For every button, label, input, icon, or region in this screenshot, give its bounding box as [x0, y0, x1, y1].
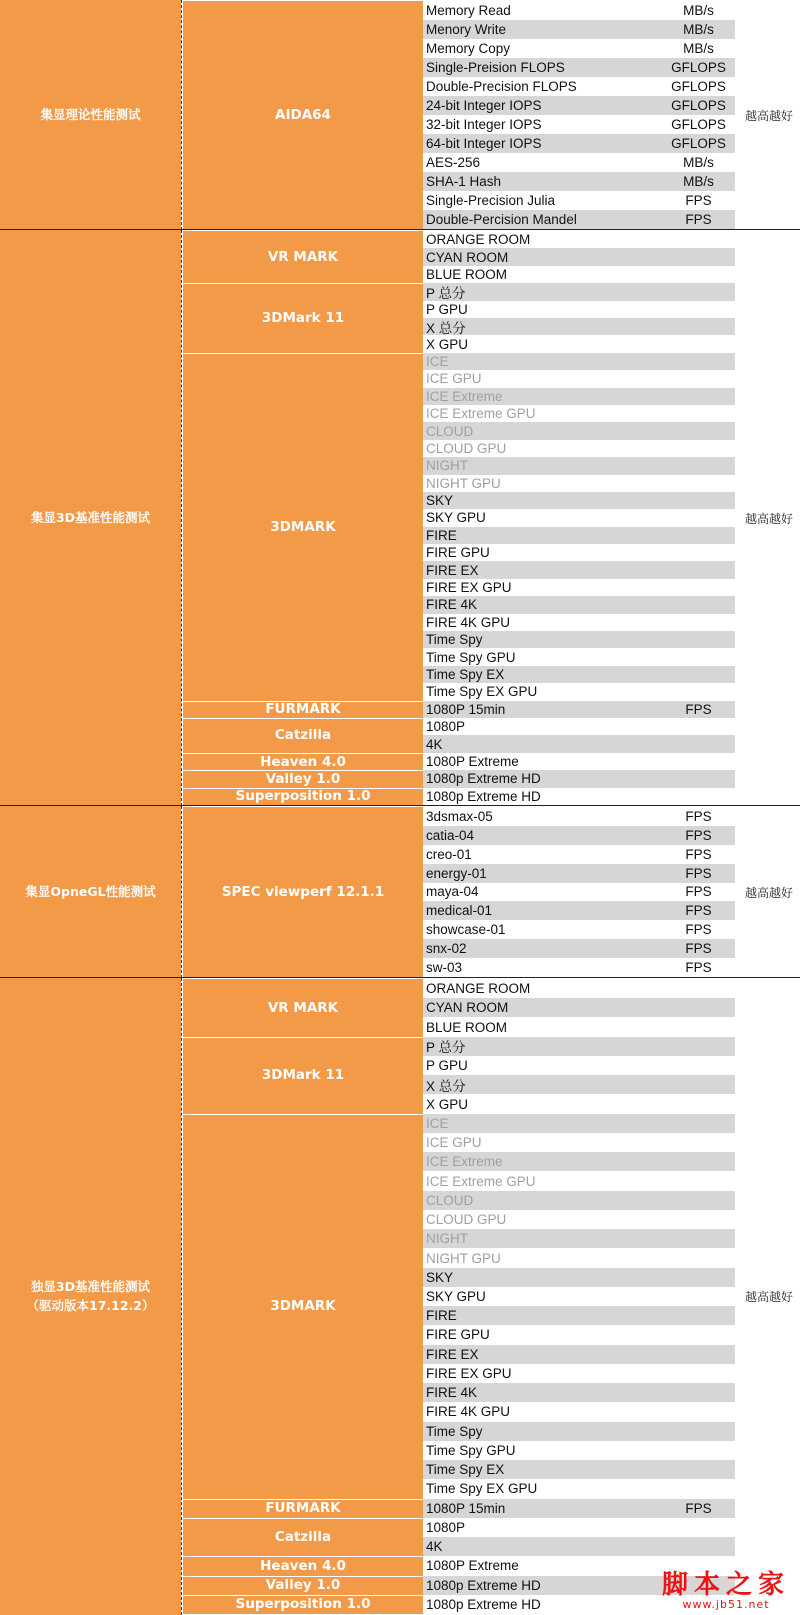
row-item-label: Time Spy EX	[426, 1462, 505, 1478]
tool-divider	[183, 1499, 423, 1500]
tool-divider	[183, 788, 423, 789]
row-unit: MB/s	[683, 22, 714, 37]
row-item-label: 1080p Extreme HD	[426, 788, 541, 804]
section-note: 越高越好	[744, 511, 793, 526]
row-item-label: 1080P 15min	[426, 701, 506, 717]
row-unit	[662, 1191, 735, 1210]
watermark-logo	[662, 1572, 790, 1611]
row-unit	[662, 283, 735, 300]
row-unit: FPS	[685, 884, 712, 900]
row-unit	[662, 1229, 735, 1248]
row-unit	[662, 353, 735, 370]
row-unit	[662, 544, 735, 561]
tool-divider	[183, 1556, 423, 1557]
row-item-label: FIRE EX	[426, 1346, 479, 1362]
row-item-label: FIRE 4K GPU	[426, 1404, 511, 1420]
row-item-label: FIRE EX GPU	[426, 1365, 512, 1381]
row-item-label: Time Spy	[426, 632, 483, 648]
row-item-label: NIGHT	[426, 458, 468, 474]
row-unit	[662, 753, 735, 770]
tool-name: VR MARK	[183, 231, 423, 283]
tool-name: Heaven 4.0	[183, 753, 423, 770]
row-item-label: P 总分	[426, 285, 466, 301]
tool-divider	[183, 1114, 423, 1115]
row-item-label: catia-04	[426, 827, 475, 843]
row-item-label: SKY GPU	[426, 1288, 486, 1304]
row-item-label: SHA-1 Hash	[426, 174, 502, 189]
row-unit	[662, 1306, 735, 1325]
column-separator	[181, 806, 182, 978]
row-item-label: Time Spy GPU	[426, 649, 516, 665]
tool-name: VR MARK	[183, 979, 423, 1037]
row-unit: FPS	[685, 827, 712, 843]
tool-name: Catzilla	[183, 1518, 423, 1556]
row-item-label: 1080p Extreme HD	[426, 1577, 541, 1593]
row-unit: MB/s	[683, 41, 714, 56]
tool-name: Superposition 1.0	[183, 1595, 423, 1614]
row-unit	[662, 998, 735, 1017]
row-unit	[662, 1441, 735, 1460]
row-unit: FPS	[685, 941, 712, 957]
row-unit	[662, 718, 735, 735]
row-unit	[662, 788, 735, 805]
row-unit: GFLOPS	[671, 79, 726, 94]
row-item-label: X GPU	[426, 336, 469, 352]
watermark-title: 脚本之家	[661, 1570, 790, 1600]
row-unit: MB/s	[683, 174, 714, 189]
row-item-label: SKY	[426, 1269, 454, 1285]
row-item-label: FIRE GPU	[426, 545, 490, 561]
row-item-label: FIRE EX GPU	[426, 580, 512, 596]
row-item-label: 1080P 15min	[426, 1500, 506, 1516]
row-unit	[662, 527, 735, 544]
tool-divider	[183, 753, 423, 754]
row-item-label: Time Spy EX GPU	[426, 1481, 538, 1497]
section-note: 越高越好	[744, 108, 793, 123]
row-item-label: energy-01	[426, 865, 487, 881]
column-separator	[181, 230, 182, 806]
tool-name: Valley 1.0	[183, 770, 423, 787]
tool-name: 3DMark 11	[183, 1037, 423, 1114]
tool-name: 3DMARK	[183, 1114, 423, 1499]
tool-name: 3DMARK	[183, 353, 423, 701]
row-unit	[662, 1325, 735, 1344]
row-item-label: FIRE	[426, 1308, 457, 1324]
row-item-label: CYAN ROOM	[426, 249, 509, 265]
row-unit	[662, 735, 735, 752]
section-divider	[0, 229, 800, 230]
row-unit	[662, 388, 735, 405]
row-unit	[662, 770, 735, 787]
row-item-label: 1080P Extreme	[426, 754, 519, 769]
row-unit: FPS	[685, 701, 712, 717]
row-item-label: ORANGE ROOM	[426, 981, 531, 997]
row-unit: GFLOPS	[671, 136, 726, 151]
row-item-label: Memory Copy	[426, 41, 511, 56]
row-unit	[662, 1114, 735, 1133]
row-unit	[662, 1017, 735, 1036]
row-item-label: ICE Extreme	[426, 1154, 503, 1170]
row-item-label: X 总分	[426, 320, 466, 336]
row-unit	[662, 335, 735, 352]
row-item-label: FIRE 4K	[426, 1385, 478, 1401]
row-unit: FPS	[685, 808, 712, 824]
row-unit	[662, 1460, 735, 1479]
row-unit	[662, 370, 735, 387]
row-item-label: BLUE ROOM	[426, 266, 508, 282]
row-unit	[662, 561, 735, 578]
row-unit: FPS	[685, 193, 712, 208]
row-item-label: SKY GPU	[426, 510, 486, 526]
tool-divider	[183, 1518, 423, 1519]
row-item-label: P GPU	[426, 301, 468, 317]
row-unit	[662, 614, 735, 631]
row-item-label: FIRE 4K	[426, 597, 478, 613]
row-unit	[662, 405, 735, 422]
row-item-label: creo-01	[426, 846, 472, 862]
row-unit	[662, 318, 735, 335]
row-item-label: Single-Precision Julia	[426, 193, 556, 208]
row-item-label: X GPU	[426, 1096, 469, 1112]
column-separator	[181, 0, 182, 230]
row-unit: FPS	[685, 1500, 712, 1516]
row-unit	[662, 1479, 735, 1498]
row-item-label: CLOUD GPU	[426, 1212, 507, 1228]
row-item-label: 4K	[426, 736, 443, 752]
row-item-label: Time Spy	[426, 1423, 483, 1439]
tool-name: 3DMark 11	[183, 283, 423, 353]
row-unit	[662, 1383, 735, 1402]
row-unit	[662, 1210, 735, 1229]
row-item-label: 1080P	[426, 1519, 466, 1535]
row-item-label: Double-Precision FLOPS	[426, 79, 577, 94]
row-item-label: ICE	[426, 353, 449, 369]
row-item-label: BLUE ROOM	[426, 1019, 508, 1035]
tool-divider	[183, 283, 423, 284]
tool-name: FURMARK	[183, 701, 423, 718]
row-item-label: ICE Extreme GPU	[426, 406, 536, 422]
row-unit: FPS	[685, 922, 712, 938]
row-item-label: ORANGE ROOM	[426, 232, 531, 248]
row-unit	[662, 509, 735, 526]
row-unit	[662, 1075, 735, 1094]
row-item-label: CYAN ROOM	[426, 1000, 509, 1016]
section-category: 独显3D基准性能测试 （驱动版本17.12.2）	[0, 978, 181, 1615]
row-unit	[662, 1133, 735, 1152]
row-unit	[662, 248, 735, 265]
row-item-label: 32-bit Integer IOPS	[426, 117, 542, 132]
row-item-label: 4K	[426, 1539, 443, 1555]
row-item-label: ICE Extreme	[426, 388, 503, 404]
tool-name: FURMARK	[183, 1499, 423, 1518]
row-item-label: P 总分	[426, 1040, 466, 1056]
row-item-label: Time Spy EX GPU	[426, 684, 538, 700]
row-unit: GFLOPS	[671, 60, 726, 75]
row-unit: GFLOPS	[671, 117, 726, 132]
row-item-label: snx-02	[426, 941, 467, 957]
row-unit	[662, 1152, 735, 1171]
row-item-label: maya-04	[426, 884, 479, 900]
tool-divider	[183, 353, 423, 354]
row-item-label: FIRE 4K GPU	[426, 614, 511, 630]
row-item-label: medical-01	[426, 903, 493, 919]
row-item-label: Time Spy EX	[426, 667, 505, 683]
row-item-label: Memory Read	[426, 3, 511, 18]
row-item-label: P GPU	[426, 1058, 468, 1074]
section-category: 集显3D基准性能测试	[0, 230, 181, 806]
row-unit	[662, 1056, 735, 1075]
tool-name: AIDA64	[183, 1, 423, 229]
tool-divider	[183, 701, 423, 702]
tool-name: Catzilla	[183, 718, 423, 753]
row-unit	[662, 1248, 735, 1267]
row-item-label: NIGHT GPU	[426, 475, 501, 491]
tool-name: Superposition 1.0	[183, 788, 423, 805]
watermark-url: www.jb51.net	[682, 1598, 770, 1611]
row-item-label: ICE Extreme GPU	[426, 1173, 536, 1189]
row-unit: FPS	[685, 960, 712, 976]
row-unit	[662, 1345, 735, 1364]
row-item-label: Double-Percision Mandel	[426, 212, 577, 227]
row-item-label: SKY	[426, 493, 454, 509]
row-unit: MB/s	[683, 155, 714, 170]
row-unit: FPS	[685, 212, 712, 227]
row-item-label: showcase-01	[426, 922, 506, 938]
row-item-label: 1080P	[426, 719, 466, 735]
tool-divider	[183, 1576, 423, 1577]
row-unit: MB/s	[683, 3, 714, 18]
tool-name: Heaven 4.0	[183, 1556, 423, 1575]
section-category: 集显理论性能测试	[0, 0, 181, 230]
row-unit	[662, 301, 735, 318]
tool-divider	[183, 718, 423, 719]
row-unit	[662, 1364, 735, 1383]
row-item-label: 1080p Extreme HD	[426, 1596, 541, 1612]
row-item-label: ICE GPU	[426, 1135, 482, 1151]
row-unit	[662, 1518, 735, 1537]
row-unit	[662, 979, 735, 998]
row-item-label: 1080P Extreme	[426, 1558, 519, 1574]
row-unit: FPS	[685, 865, 712, 881]
row-item-label: 64-bit Integer IOPS	[426, 136, 542, 151]
row-unit	[662, 231, 735, 248]
row-item-label: 1080p Extreme HD	[426, 771, 541, 787]
row-item-label: FIRE	[426, 527, 457, 543]
row-unit	[662, 492, 735, 509]
row-unit	[662, 1171, 735, 1190]
row-unit	[662, 1268, 735, 1287]
section-divider	[0, 805, 800, 806]
row-item-label: NIGHT GPU	[426, 1250, 501, 1266]
row-item-label: Time Spy GPU	[426, 1442, 516, 1458]
row-unit	[662, 1094, 735, 1113]
row-item-label: FIRE GPU	[426, 1327, 490, 1343]
row-item-label: AES-256	[426, 155, 481, 170]
row-unit	[662, 596, 735, 613]
row-unit	[662, 457, 735, 474]
row-unit	[662, 1287, 735, 1306]
row-unit	[662, 666, 735, 683]
row-unit	[662, 266, 735, 283]
row-item-label: Single-Preision FLOPS	[426, 60, 565, 75]
row-item-label: CLOUD	[426, 423, 474, 439]
row-unit: FPS	[685, 846, 712, 862]
row-item-label: sw-03	[426, 960, 463, 976]
column-separator	[181, 978, 182, 1615]
section-note: 越高越好	[744, 1290, 793, 1304]
row-unit	[662, 475, 735, 492]
row-item-label: 3dsmax-05	[426, 808, 493, 824]
row-item-label: Menory Write	[426, 22, 507, 37]
tool-divider	[183, 1595, 423, 1596]
row-unit: GFLOPS	[671, 98, 726, 113]
row-item-label: CLOUD	[426, 1192, 474, 1208]
row-unit	[662, 683, 735, 700]
section-note: 越高越好	[744, 885, 793, 900]
row-unit	[662, 579, 735, 596]
section-category: 集显OpneGL性能测试	[0, 806, 181, 978]
row-item-label: NIGHT	[426, 1231, 468, 1247]
section-divider	[0, 977, 800, 978]
row-item-label: 24-bit Integer IOPS	[426, 98, 542, 113]
tool-divider	[183, 770, 423, 771]
tool-divider	[183, 1037, 423, 1038]
row-item-label: FIRE EX	[426, 562, 479, 578]
row-item-label: CLOUD GPU	[426, 440, 507, 456]
row-unit	[662, 440, 735, 457]
tool-name: Valley 1.0	[183, 1576, 423, 1595]
row-unit	[662, 1537, 735, 1556]
row-item-label: X 总分	[426, 1078, 466, 1094]
row-unit	[662, 631, 735, 648]
row-unit	[662, 1422, 735, 1441]
tool-name: SPEC viewperf 12.1.1	[183, 807, 423, 977]
row-unit	[662, 1402, 735, 1421]
row-item-label: ICE	[426, 1115, 449, 1131]
row-unit	[662, 422, 735, 439]
row-unit	[662, 1037, 735, 1056]
row-item-label: ICE GPU	[426, 371, 482, 387]
row-unit: FPS	[685, 903, 712, 919]
row-unit	[662, 648, 735, 665]
